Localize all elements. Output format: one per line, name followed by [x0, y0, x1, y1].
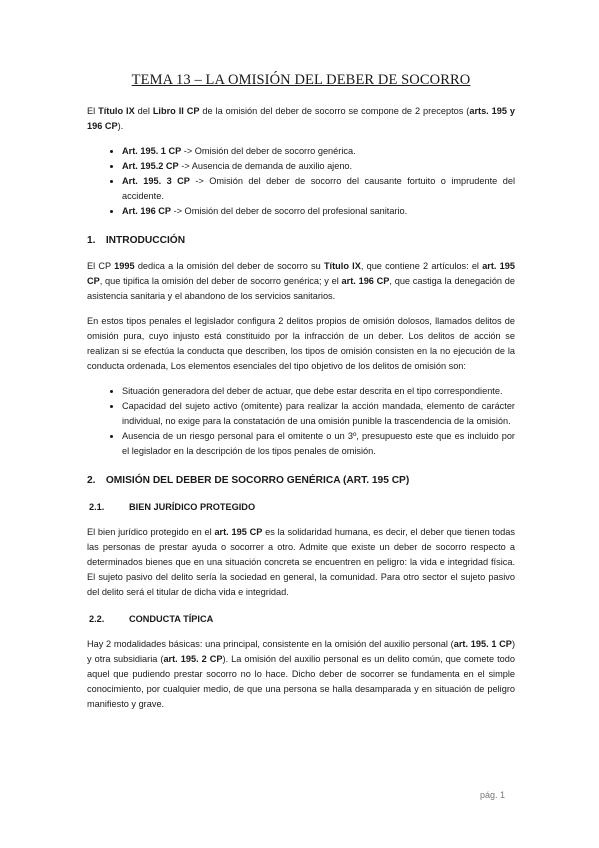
subsection-heading: [89, 500, 515, 514]
list-item: [122, 204, 515, 219]
bold-text: art. 196 CP: [341, 276, 390, 286]
text: , que tipifica la omisión del deber de socorro genérica; y el: [99, 276, 342, 286]
list-item: • Situación generadora del deber de actuar, que debe estar descrita en el tipo correspondiente.: [122, 384, 515, 399]
subsection-title: BIEN JURÍDICO PROTEGIDO: [129, 502, 256, 512]
section-heading: [87, 233, 515, 248]
text: -> Omisión del deber de socorro del causante fortuito o imprudente del accidente.: [122, 176, 515, 201]
list-item: [122, 159, 515, 174]
bold-text: Art. 196 CP: [122, 206, 172, 216]
paragraph: En estos tipos penales el legislador configura 2 delitos propios de omisión dolosos, llamados delitos de omisión pura, cuyo injusto está constituido por la infracción de un deber. Los delitos de acción se realizan si se efectúa la conducta que describen, los tipos de omisión consisten en la no ejecución de la conducta ordenada, Los elementos esenciales del tipo objetivo de los delitos de omisión son:: [87, 316, 515, 371]
bold-text: Art. 195. 3 CP: [122, 176, 190, 186]
text: El: [87, 106, 99, 116]
bold-text: Art. 195. 1 CP: [122, 146, 182, 156]
text: -> Ausencia de demanda de auxilio ajeno.: [178, 161, 353, 171]
section-title: INTRODUCCIÓN: [105, 235, 186, 246]
section-number: 1.: [87, 235, 96, 246]
page-content: [87, 70, 515, 722]
text: El bien jurídico protegido en el: [87, 527, 215, 537]
document-title: TEMA 13 – LA OMISIÓN DEL DEBER DE SOCORRO: [131, 72, 471, 88]
text: , que castiga la denegación de asistencia sanitaria y el abandono de los servicios sanitarios.: [87, 276, 515, 301]
bold-text: 1995: [114, 261, 135, 271]
intro-paragraph: [87, 104, 515, 134]
text: de la omisión del deber de socorro se compone de 2 preceptos (: [199, 106, 470, 116]
subsection-title: CONDUCTA TÍPICA: [129, 614, 214, 624]
subsection-heading: [89, 612, 515, 626]
text: , que contiene 2 artículos: el: [360, 261, 483, 271]
text: -> Omisión del deber de socorro del profesional sanitario.: [171, 206, 408, 216]
text: ) y otra subsidiaria (: [87, 639, 515, 664]
elements-list: [87, 384, 515, 459]
bold-text: Libro II CP: [152, 106, 200, 116]
bold-text: art. 195 CP: [214, 527, 263, 537]
page-number: pág. 1: [480, 790, 506, 800]
list-item: [122, 144, 515, 159]
bold-text: art. 195 CP: [87, 261, 516, 286]
articles-list: [87, 144, 515, 219]
text: es la solidaridad humana, es decir, el deber que tienen todas las personas de prestar ayuda o socorrer a otro. Admite que existe un deber de socorro respecto a determinados bienes que en una situación concreta se encuentren en peligro: la vida e integridad física. El sujeto pasivo del delito sería la sociedad en general, la comunidad. Para otro sector el sujeto pasivo del delito será el titular de dicha vida e integridad.: [87, 527, 515, 597]
bold-text: Título IX: [323, 261, 361, 271]
bold-text: art. 195. 2 CP: [163, 654, 223, 664]
text: dedica a la omisión del deber de socorro su: [134, 261, 324, 271]
list-item: [122, 174, 515, 204]
list-item: • Ausencia de un riesgo personal para el omitente o un 3º, presupuesto este que es incluido por el legislador en la descripción de los tipos penales de omisión.: [122, 429, 515, 459]
bold-text: art. 195. 1 CP: [453, 639, 512, 649]
text: Hay 2 modalidades básicas: una principal, consistente en la omisión del auxilio personal (: [87, 639, 454, 649]
text: El CP: [87, 261, 115, 271]
subsection-number: 2.2.: [89, 614, 105, 624]
paragraph: [87, 637, 515, 712]
list-item: • Capacidad del sujeto activo (omitente) para realizar la acción mandada, elemento de carácter individual, no exige para la constatación de una omisión punible la trascendencia de la omisión.: [122, 399, 515, 429]
paragraph: [87, 259, 515, 304]
bold-text: Título IX: [98, 106, 135, 116]
bold-text: arts. 195 y 196 CP: [87, 106, 516, 131]
text: del: [134, 106, 153, 116]
text: -> Omisión del deber de socorro genérica.: [181, 146, 356, 156]
subsection-number: 2.1.: [89, 502, 105, 512]
bold-text: Art. 195.2 CP: [122, 161, 179, 171]
section-number: 2.: [87, 475, 96, 486]
text: ). La omisión del auxilio personal es un delito común, que comete todo aquel que pudiendo prestar socorro no lo hace. Dicho deber de socorrer se fundamenta en el simple conocimiento, por cualquier medio, de que una persona se halla desamparada y en situación de peligro manifiesto y grave.: [87, 654, 515, 709]
paragraph: [87, 525, 515, 600]
text: ).: [117, 121, 124, 131]
section-heading: [87, 473, 515, 488]
section-title: OMISIÓN DEL DEBER DE SOCORRO GENÉRICA (ART. 195 CP): [105, 475, 410, 486]
